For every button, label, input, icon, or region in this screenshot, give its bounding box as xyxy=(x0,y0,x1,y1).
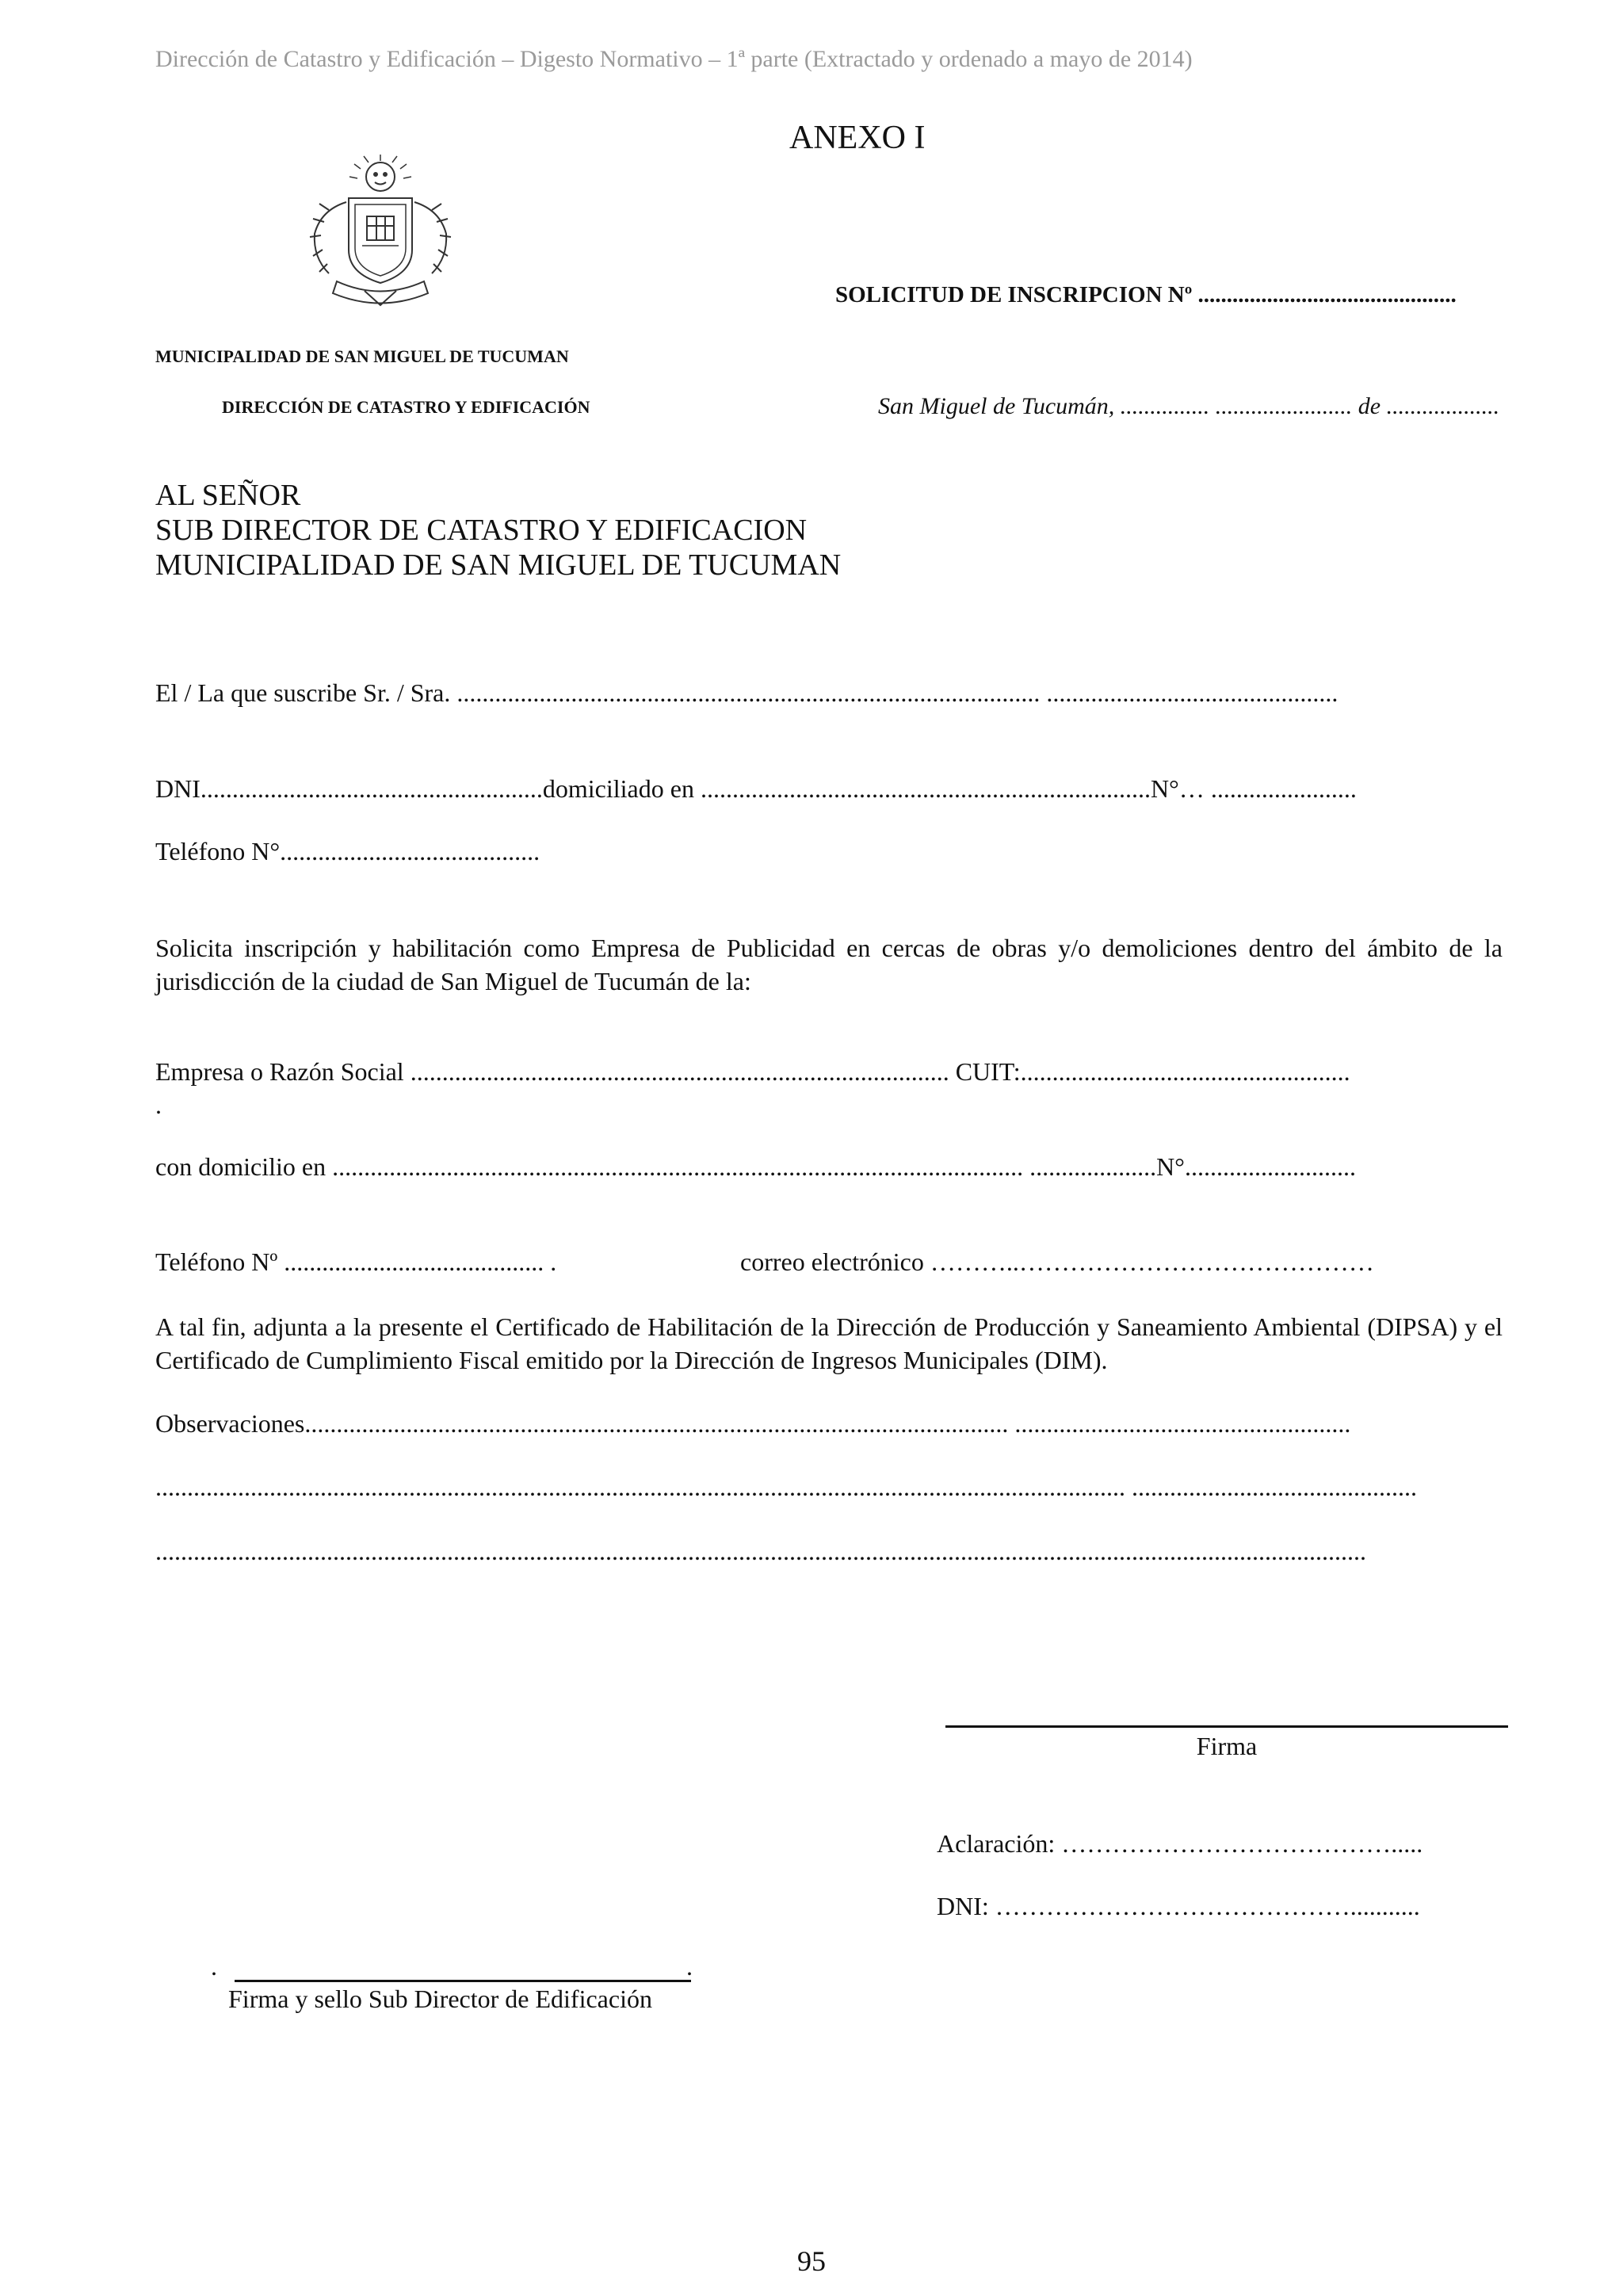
observaciones-line-1: Observaciones............................................................................................................... ..................................................... xyxy=(155,1409,1351,1438)
correo-field: correo electrónico ………..…………………………………… xyxy=(740,1247,1374,1276)
signature-dni-field: DNI: ……………………………………........... xyxy=(937,1892,1420,1920)
solicitud-number: SOLICITUD DE INSCRIPCION Nº ............................................. xyxy=(835,282,1457,308)
stamp-left-dot: . xyxy=(211,1952,217,1981)
suscribe-field: El / La que suscribe Sr. / Sra. ............................................................................................ .............................................. xyxy=(155,678,1338,707)
telefono-empresa-field: Teléfono Nº ......................................... . xyxy=(155,1247,557,1276)
empresa-dot: . xyxy=(155,1091,162,1119)
adjunta-paragraph: A tal fin, adjunta a la presente el Certificado de Habilitación de la Dirección de Producción y Saneamiento Ambiental (DIPSA) y el Certificado de Cumplimiento Fiscal emitido por la Dirección de Ingresos Municipales (DIM). xyxy=(155,1312,1503,1374)
page-number: 95 xyxy=(797,2245,826,2277)
addressee-line-2: SUB DIRECTOR DE CATASTRO Y EDIFICACION xyxy=(155,514,808,547)
solicita-paragraph: Solicita inscripción y habilitación como Empresa de Publicidad en cercas de obras y/o demoliciones dentro del ámbito de la jurisdicción de la ciudad de San Miguel de Tucumán de la: xyxy=(155,934,1503,995)
observaciones-line-3: ............................................................................................................................................................................................... xyxy=(155,1537,1366,1565)
municipality-name: MUNICIPALIDAD DE SAN MIGUEL DE TUCUMAN xyxy=(155,346,569,366)
running-header: Dirección de Catastro y Edificación – Digesto Normativo – 1ª parte (Extractado y ordenado a mayo de 2014) xyxy=(155,46,1193,72)
stamp-signature-line xyxy=(235,1980,691,1982)
domicilio-field: con domicilio en ............................................................................................................. ....................N°........................... xyxy=(155,1152,1356,1181)
stamp-right-dot: . xyxy=(686,1952,693,1981)
empresa-field: Empresa o Razón Social ..................................................................................... CUIT:.................................................... xyxy=(155,1057,1350,1086)
firma-label: Firma xyxy=(1196,1732,1258,1760)
addressee-line-3: MUNICIPALIDAD DE SAN MIGUEL DE TUCUMAN xyxy=(155,548,842,582)
addressee-line-1: AL SEÑOR xyxy=(155,479,301,512)
department-name: DIRECCIÓN DE CATASTRO Y EDIFICACIÓN xyxy=(222,397,590,417)
date-line: San Miguel de Tucumán, ............... ....................... de ................... xyxy=(878,393,1500,419)
aclaracion-field: Aclaración: …………………………………..... xyxy=(937,1829,1423,1858)
observaciones-line-2: ......................................................................................................................................................... ............................................. xyxy=(155,1473,1417,1501)
annex-title: ANEXO I xyxy=(789,120,926,156)
dni-domicilio-field: DNI......................................................domiciliado en .......................................................................N°… ....................... xyxy=(155,774,1357,803)
stamp-label: Firma y sello Sub Director de Edificación xyxy=(228,1985,652,2013)
signature-line xyxy=(945,1725,1508,1728)
coat-of-arms-icon xyxy=(305,155,456,309)
telefono-field: Teléfono N°......................................... xyxy=(155,837,540,865)
